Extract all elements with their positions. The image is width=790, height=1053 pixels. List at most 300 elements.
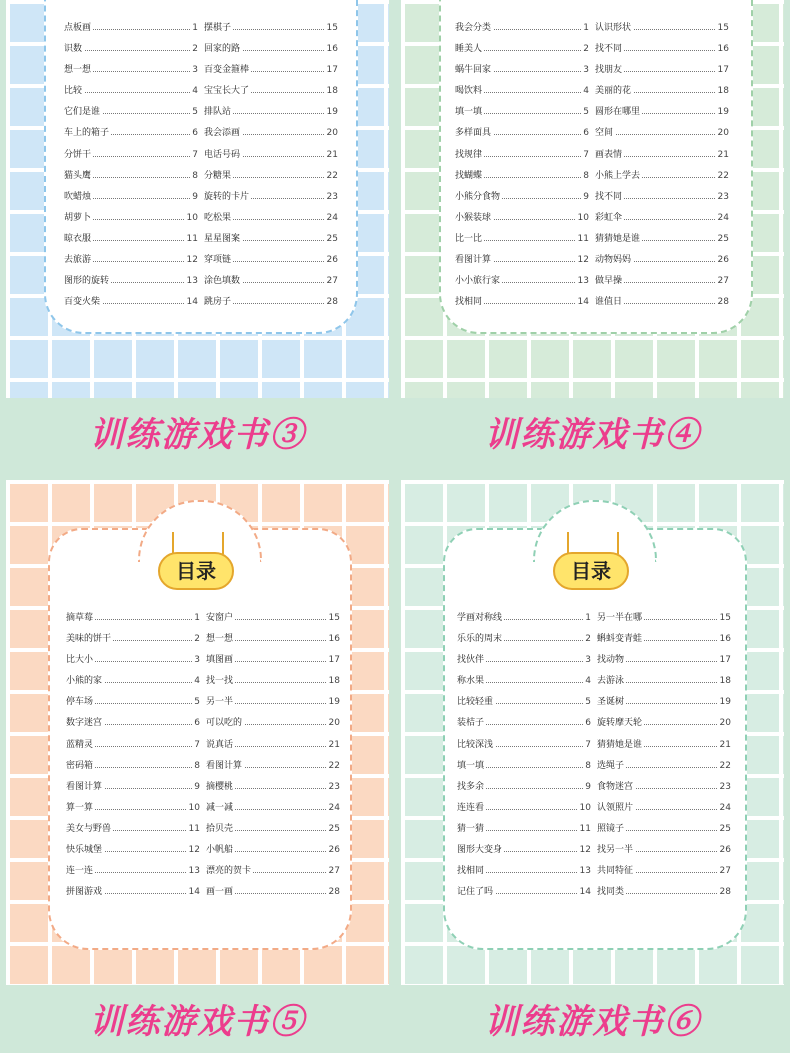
leader-dots [64, 50, 198, 51]
entry-page-number: 28 [716, 292, 729, 313]
entry-page-number: 15 [325, 18, 338, 39]
entry-page-number: 6 [192, 713, 200, 734]
toc-column-right [595, 18, 729, 313]
entry-title: 分饼干 [64, 149, 92, 160]
entry-title: 睡美人 [455, 44, 483, 55]
entry-title: 停车场 [66, 697, 94, 708]
toc-entry [595, 208, 729, 229]
toc-entry [595, 123, 729, 144]
entry-title: 圆形在哪里 [595, 107, 641, 118]
entry-title: 填一填 [455, 107, 483, 118]
toc-entry [64, 250, 198, 271]
entry-title: 找同类 [597, 887, 625, 898]
entry-page-number: 16 [716, 39, 729, 60]
book-caption: 训练游戏书⑥ [484, 1002, 701, 1042]
toc-entry [455, 250, 589, 271]
entry-title: 动物妈妈 [595, 255, 632, 266]
entry-title: 我会添画 [204, 128, 241, 139]
entry-title: 说真话 [206, 739, 234, 750]
toc-entry [457, 861, 591, 882]
entry-page-number: 21 [716, 145, 729, 166]
entry-page-number: 16 [718, 629, 731, 650]
toc-entry [455, 39, 589, 60]
entry-page-number: 7 [192, 735, 200, 756]
toc-entry [455, 166, 589, 187]
book-6-panel [395, 480, 790, 1053]
toc-entry [206, 756, 340, 777]
toc-entry [66, 882, 200, 903]
entry-page-number: 13 [187, 861, 200, 882]
entry-title: 共同特征 [597, 866, 634, 877]
entry-page-number: 15 [718, 608, 731, 629]
toc-entry [204, 250, 338, 271]
entry-title: 记住了吗 [457, 887, 494, 898]
entry-title: 小帆船 [206, 845, 234, 856]
entry-title: 美丽的花 [595, 86, 632, 97]
toc-entry [206, 798, 340, 819]
entry-page-number: 27 [325, 271, 338, 292]
toc-entry [66, 798, 200, 819]
entry-title: 选绳子 [597, 760, 625, 771]
entry-title: 找规律 [455, 149, 483, 160]
toc-column-left [455, 18, 589, 313]
entry-title: 比较深浅 [457, 739, 494, 750]
entry-title: 猜猜她是谁 [597, 739, 643, 750]
toc-entry [595, 39, 729, 60]
toc-entry [204, 123, 338, 144]
tag-string [172, 532, 174, 554]
toc-entry [66, 756, 200, 777]
toc-entry [457, 713, 591, 734]
toc-column-left [457, 608, 591, 903]
toc-entry [206, 861, 340, 882]
entry-title: 蓝精灵 [66, 739, 94, 750]
entry-page-number: 14 [576, 292, 589, 313]
toc-entry [204, 145, 338, 166]
entry-page-number: 13 [578, 861, 591, 882]
entry-title: 另一半在哪 [597, 613, 643, 623]
tag-string [617, 532, 619, 554]
entry-title: 它们是谁 [64, 107, 101, 118]
entry-page-number: 3 [583, 650, 591, 671]
book-caption: 训练游戏书⑤ [89, 1002, 306, 1042]
entry-page-number: 7 [581, 145, 589, 166]
entry-page-number: 13 [576, 271, 589, 292]
entry-title: 找相同 [457, 866, 485, 877]
toc-entry [66, 840, 200, 861]
entry-title: 摘樱桃 [206, 781, 234, 792]
entry-page-number: 2 [192, 629, 200, 650]
entry-title: 猫头鹰 [64, 170, 92, 181]
entry-page-number: 14 [578, 882, 591, 903]
toc-entry [595, 271, 729, 292]
entry-page-number: 22 [716, 166, 729, 187]
book-5-panel [0, 480, 395, 1053]
toc-entry [595, 166, 729, 187]
entry-page-number: 19 [327, 692, 340, 713]
entry-page-number: 25 [327, 819, 340, 840]
toc-entry [204, 271, 338, 292]
entry-title: 分糖果 [204, 170, 232, 181]
entry-page-number: 8 [192, 756, 200, 777]
entry-page-number: 19 [325, 102, 338, 123]
entry-page-number: 11 [187, 819, 200, 840]
toc-entry [64, 123, 198, 144]
toc-entry [457, 756, 591, 777]
entry-title: 学画对称线 [457, 613, 503, 623]
toc-entry [457, 819, 591, 840]
toc-entry [204, 229, 338, 250]
entry-title: 认识形状 [595, 23, 632, 33]
toc-entry [66, 629, 200, 650]
toc-entry [595, 60, 729, 81]
entry-title: 找另一半 [597, 845, 634, 856]
entry-page-number: 14 [187, 882, 200, 903]
entry-title: 食物迷宫 [597, 781, 634, 792]
entry-title: 可以吃的 [206, 718, 243, 729]
toc-entry [597, 629, 731, 650]
toc-entry [64, 271, 198, 292]
entry-page-number: 1 [190, 18, 198, 39]
entry-page-number: 1 [192, 608, 200, 629]
entry-title: 拼图游戏 [66, 887, 103, 898]
entry-page-number: 22 [327, 756, 340, 777]
toc-entry [457, 798, 591, 819]
entry-page-number: 18 [327, 671, 340, 692]
entry-page-number: 21 [327, 735, 340, 756]
entry-page-number: 12 [187, 840, 200, 861]
entry-page-number: 17 [716, 60, 729, 81]
entry-page-number: 10 [576, 208, 589, 229]
entry-page-number: 3 [190, 60, 198, 81]
entry-title: 车上的箱子 [64, 128, 110, 139]
toc-list [64, 18, 336, 318]
toc-entry [455, 60, 589, 81]
toc-entry [595, 145, 729, 166]
entry-page-number: 17 [718, 650, 731, 671]
toc-entry [597, 671, 731, 692]
entry-title: 跳房子 [204, 297, 232, 308]
entry-title: 星星图案 [204, 233, 241, 244]
entry-title: 画表情 [595, 149, 623, 160]
entry-title: 猜猜她是谁 [595, 233, 641, 244]
entry-page-number: 16 [327, 629, 340, 650]
toc-entry [457, 777, 591, 798]
entry-title: 安窗户 [206, 613, 234, 623]
entry-page-number: 10 [578, 798, 591, 819]
toc-entry [597, 735, 731, 756]
tag-string [222, 532, 224, 554]
entry-page-number: 24 [327, 798, 340, 819]
toc-entry [595, 250, 729, 271]
entry-title: 摘草莓 [66, 613, 94, 623]
toc-entry [455, 18, 589, 39]
entry-title: 图形的旋转 [64, 276, 110, 287]
entry-title: 另一半 [206, 697, 234, 708]
entry-page-number: 25 [325, 229, 338, 250]
entry-page-number: 5 [190, 102, 198, 123]
entry-page-number: 3 [192, 650, 200, 671]
entry-page-number: 2 [583, 629, 591, 650]
toc-column-right [204, 18, 338, 313]
entry-page-number: 18 [716, 81, 729, 102]
toc-entry [457, 650, 591, 671]
entry-title: 穿项链 [204, 255, 232, 266]
toc-entry [597, 650, 731, 671]
entry-title: 吃松果 [204, 212, 232, 223]
entry-page-number: 9 [583, 777, 591, 798]
toc-entry [64, 187, 198, 208]
entry-title: 称水果 [457, 676, 485, 687]
toc-entry [64, 60, 198, 81]
entry-page-number: 24 [718, 798, 731, 819]
toc-title-tag: 目录 [158, 552, 234, 590]
entry-page-number: 8 [581, 166, 589, 187]
toc-column-right [206, 608, 340, 903]
book-caption: 训练游戏书④ [484, 415, 701, 455]
entry-title: 找多余 [457, 781, 485, 792]
toc-entry [595, 102, 729, 123]
entry-page-number: 9 [190, 187, 198, 208]
toc-entry [66, 735, 200, 756]
tag-string [567, 532, 569, 554]
entry-page-number: 4 [583, 671, 591, 692]
entry-title: 谁值日 [595, 297, 623, 308]
toc-entry [595, 187, 729, 208]
entry-title: 认领照片 [597, 802, 634, 813]
toc-entry [206, 608, 340, 629]
entry-title: 找动物 [597, 655, 625, 666]
entry-title: 想一想 [64, 65, 92, 76]
entry-title: 去旅游 [64, 255, 92, 266]
entry-title: 看图计算 [66, 781, 103, 792]
entry-page-number: 27 [718, 861, 731, 882]
entry-page-number: 20 [325, 123, 338, 144]
entry-title: 圣诞树 [597, 697, 625, 708]
entry-page-number: 9 [581, 187, 589, 208]
entry-title: 小熊上学去 [595, 170, 641, 181]
entry-page-number: 17 [327, 650, 340, 671]
toc-entry [204, 102, 338, 123]
entry-page-number: 20 [716, 123, 729, 144]
toc-entry [66, 608, 200, 629]
entry-title: 想一想 [206, 634, 234, 645]
book-caption: 训练游戏书③ [89, 415, 306, 455]
entry-page-number: 10 [185, 208, 198, 229]
entry-page-number: 21 [325, 145, 338, 166]
entry-page-number: 23 [716, 187, 729, 208]
toc-entry [455, 208, 589, 229]
toc-entry [455, 81, 589, 102]
entry-page-number: 5 [581, 102, 589, 123]
toc-list [455, 18, 727, 318]
entry-title: 百变金箍棒 [204, 65, 250, 76]
entry-page-number: 1 [581, 18, 589, 39]
entry-title: 找一找 [206, 676, 234, 687]
entry-title: 比较轻重 [457, 697, 494, 708]
toc-column-right [597, 608, 731, 903]
toc-entry [595, 81, 729, 102]
entry-title: 乐乐的周末 [457, 634, 503, 645]
toc-entry [66, 713, 200, 734]
book-3-panel [0, 0, 395, 526]
toc-entry [64, 39, 198, 60]
toc-entry [204, 39, 338, 60]
toc-entry [455, 145, 589, 166]
entry-page-number: 15 [716, 18, 729, 39]
entry-page-number: 20 [327, 713, 340, 734]
entry-title: 喝饮料 [455, 86, 483, 97]
entry-title: 多样面具 [455, 128, 492, 139]
entry-page-number: 18 [718, 671, 731, 692]
entry-page-number: 7 [583, 735, 591, 756]
entry-page-number: 28 [325, 292, 338, 313]
entry-title: 小小旅行家 [455, 276, 501, 287]
entry-page-number: 23 [327, 777, 340, 798]
entry-title: 装桔子 [457, 718, 485, 729]
entry-page-number: 23 [718, 777, 731, 798]
entry-title: 美女与野兽 [66, 823, 112, 834]
leader-dots [595, 134, 729, 135]
entry-title: 图形大变身 [457, 845, 503, 856]
entry-page-number: 18 [325, 81, 338, 102]
entry-title: 宝宝长大了 [204, 86, 250, 97]
entry-title: 填一填 [457, 760, 485, 771]
toc-entry [64, 102, 198, 123]
entry-page-number: 26 [327, 840, 340, 861]
entry-page-number: 8 [583, 756, 591, 777]
entry-page-number: 15 [327, 608, 340, 629]
entry-page-number: 22 [325, 166, 338, 187]
entry-title: 识数 [64, 44, 83, 55]
toc-entry [206, 629, 340, 650]
toc-entry [455, 271, 589, 292]
entry-page-number: 26 [718, 840, 731, 861]
toc-entry [455, 187, 589, 208]
entry-page-number: 8 [190, 166, 198, 187]
entry-title: 晾衣服 [64, 233, 92, 244]
entry-page-number: 12 [185, 250, 198, 271]
entry-page-number: 12 [576, 250, 589, 271]
entry-page-number: 26 [716, 250, 729, 271]
entry-title: 照镜子 [597, 823, 625, 834]
entry-title: 找朋友 [595, 65, 623, 76]
entry-page-number: 3 [581, 60, 589, 81]
entry-page-number: 25 [718, 819, 731, 840]
toc-entry [597, 756, 731, 777]
entry-page-number: 19 [716, 102, 729, 123]
toc-entry [206, 819, 340, 840]
toc-entry [597, 861, 731, 882]
entry-title: 画一画 [206, 887, 234, 898]
toc-entry [206, 840, 340, 861]
toc-entry [64, 166, 198, 187]
entry-title: 旋转摩天轮 [597, 718, 643, 729]
toc-entry [66, 777, 200, 798]
entry-title: 做早操 [595, 276, 623, 287]
toc-entry [457, 671, 591, 692]
toc-column-left [66, 608, 200, 903]
entry-page-number: 19 [718, 692, 731, 713]
entry-title: 数字迷宫 [66, 718, 103, 729]
toc-entry [597, 777, 731, 798]
entry-page-number: 4 [581, 81, 589, 102]
entry-page-number: 4 [190, 81, 198, 102]
toc-entry [595, 18, 729, 39]
toc-entry [206, 671, 340, 692]
toc-entry [64, 292, 198, 313]
entry-title: 电话号码 [204, 149, 241, 160]
entry-page-number: 26 [325, 250, 338, 271]
toc-entry [206, 735, 340, 756]
entry-title: 找蝴蝶 [455, 170, 483, 181]
entry-page-number: 2 [581, 39, 589, 60]
toc-entry [455, 292, 589, 313]
toc-entry [455, 229, 589, 250]
entry-title: 回家的路 [204, 44, 241, 55]
entry-title: 百变火柴 [64, 297, 101, 308]
toc-entry [66, 861, 200, 882]
toc-entry [64, 208, 198, 229]
entry-page-number: 24 [716, 208, 729, 229]
entry-title: 点板画 [64, 23, 92, 33]
entry-title: 摆棋子 [204, 23, 232, 33]
toc-entry [457, 608, 591, 629]
entry-title: 我会分类 [455, 23, 492, 33]
toc-entry [64, 81, 198, 102]
book-4-panel [395, 0, 790, 526]
entry-title: 旋转的卡片 [204, 191, 250, 202]
entry-title: 看图计算 [455, 255, 492, 266]
entry-title: 吹蜡烛 [64, 191, 92, 202]
entry-title: 快乐城堡 [66, 845, 103, 856]
toc-entry [204, 60, 338, 81]
toc-entry [597, 713, 731, 734]
entry-title: 密码箱 [66, 760, 94, 771]
entry-page-number: 12 [578, 840, 591, 861]
toc-entry [204, 187, 338, 208]
leader-dots [64, 92, 198, 93]
entry-page-number: 21 [718, 735, 731, 756]
toc-entry [457, 735, 591, 756]
entry-title: 比大小 [66, 655, 94, 666]
entry-title: 找不同 [595, 191, 623, 202]
entry-title: 算一算 [66, 802, 94, 813]
entry-page-number: 24 [325, 208, 338, 229]
entry-page-number: 11 [185, 229, 198, 250]
entry-page-number: 25 [716, 229, 729, 250]
entry-title: 彩虹伞 [595, 212, 623, 223]
entry-page-number: 6 [581, 123, 589, 144]
entry-page-number: 11 [576, 229, 589, 250]
toc-entry [66, 671, 200, 692]
entry-title: 看图计算 [206, 760, 243, 771]
toc-entry [204, 166, 338, 187]
toc-column-left [64, 18, 198, 313]
entry-page-number: 10 [187, 798, 200, 819]
entry-title: 比较 [64, 86, 83, 97]
toc-entry [64, 229, 198, 250]
entry-page-number: 17 [325, 60, 338, 81]
entry-title: 猜一猜 [457, 823, 485, 834]
entry-page-number: 11 [578, 819, 591, 840]
entry-page-number: 28 [327, 882, 340, 903]
entry-page-number: 4 [192, 671, 200, 692]
entry-title: 漂亮的贺卡 [206, 866, 252, 877]
entry-title: 减一减 [206, 802, 234, 813]
entry-title: 胡萝卜 [64, 212, 92, 223]
entry-page-number: 20 [718, 713, 731, 734]
